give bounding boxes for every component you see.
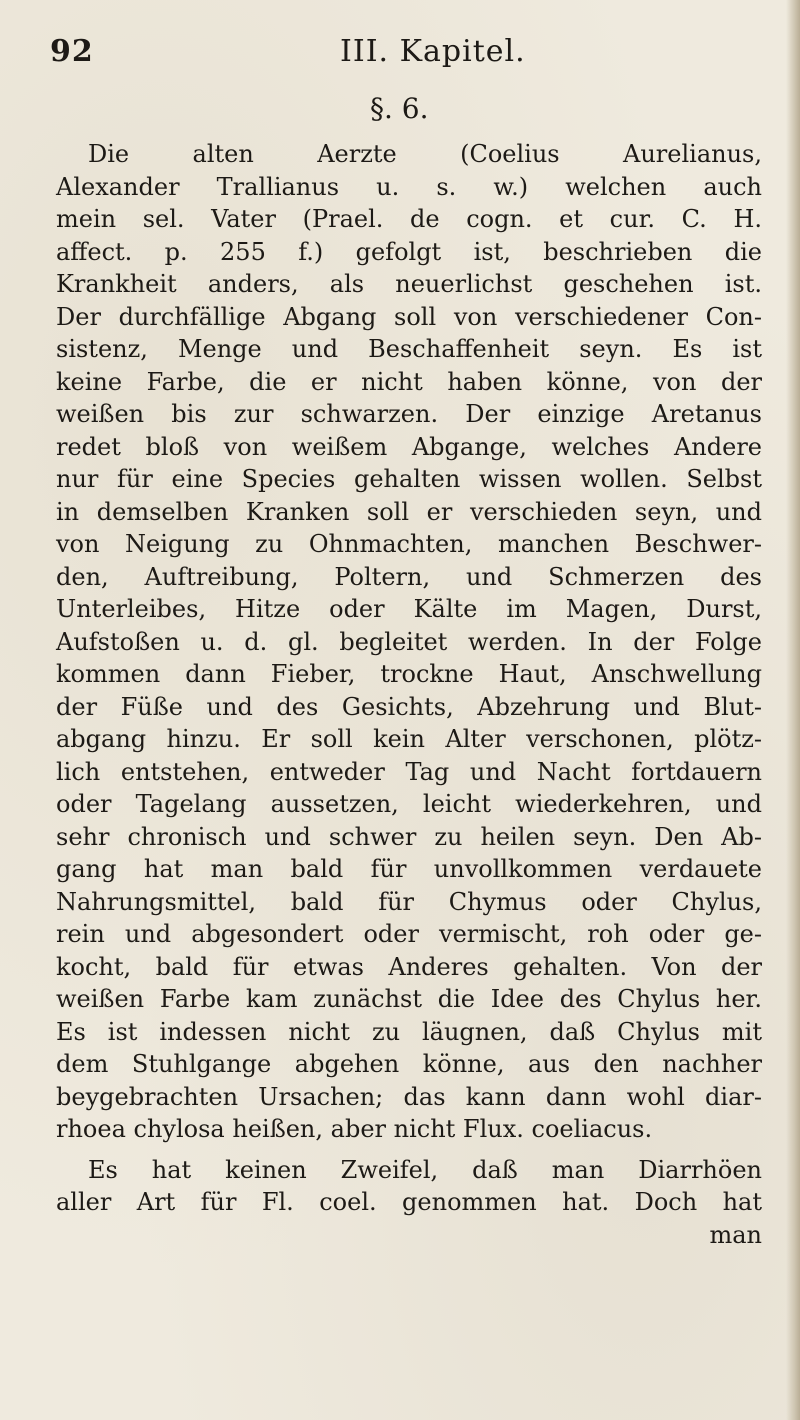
text-line: rein und abgesondert oder vermischt, roh oder ge- [56, 920, 762, 948]
text-line: dem Stuhlgange abgehen könne, aus den nachher [56, 1050, 762, 1078]
text-line: beygebrachten Ursachen; das kann dann wohl diar- [56, 1082, 762, 1111]
page-number: 92 [50, 34, 94, 69]
text-line: nur für eine Species gehalten wissen wollen. Selbst [56, 465, 762, 493]
text-line: oder Tagelang aussetzen, leicht wiederkehren, und [56, 790, 762, 818]
text-line: redet bloß von weißem Abgange, welches Andere [56, 432, 762, 461]
text-line: von Neigung zu Ohnmachten, manchen Beschwer- [56, 530, 762, 558]
text-line: Die alten Aerzte (Coelius Aurelianus, [88, 140, 762, 168]
text-line: aller Art für Fl. coel. genommen hat. Doch hat [56, 1188, 762, 1216]
text-line: Der durchfällige Abgang soll von verschiedener Con- [56, 302, 762, 331]
page-edge [786, 0, 800, 1420]
text-line: Alexander Trallianus u. s. w.) welchen auch [56, 172, 762, 201]
text-line: lich entstehen, entweder Tag und Nacht fortdauern [56, 757, 762, 786]
text-line: keine Farbe, die er nicht haben könne, von der [56, 367, 762, 396]
text-line: der Füße und des Gesichts, Abzehrung und Blut- [56, 692, 762, 721]
section-heading: §. 6. [370, 92, 429, 125]
text-line: abgang hinzu. Er soll kein Alter verschonen, plötz- [56, 725, 762, 753]
text-line: den, Auftreibung, Poltern, und Schmerzen des [56, 562, 762, 591]
paragraph-spacing [56, 1146, 762, 1154]
text-line: affect. p. 255 f.) gefolgt ist, beschrieben die [56, 237, 762, 266]
paragraph [56, 1154, 762, 1252]
text-line: weißen bis zur schwarzen. Der einzige Aretanus [56, 400, 762, 428]
text-line: rhoea chylosa heißen, aber nicht Flux. coeliacus. [56, 1115, 653, 1143]
page-header [50, 20, 750, 70]
text-line: Krankheit anders, als neuerlichst geschehen ist. [56, 270, 762, 298]
text-line: Es hat keinen Zweifel, daß man Diarrhöen [88, 1155, 762, 1184]
catchword: man [709, 1220, 762, 1249]
text-line: Aufstoßen u. d. gl. begleitet werden. In der Folge [56, 627, 762, 656]
running-head: III. Kapitel. [340, 34, 526, 69]
text-line: weißen Farbe kam zunächst die Idee des Chylus her. [56, 985, 762, 1013]
text-line: sehr chronisch und schwer zu heilen seyn. Den Ab- [56, 822, 762, 851]
text-line: kommen dann Fieber, trockne Haut, Anschwellung [56, 660, 762, 688]
text-line: in demselben Kranken soll er verschieden seyn, und [56, 497, 762, 526]
text-line: sistenz, Menge und Beschaffenheit seyn. Es ist [56, 335, 762, 363]
body-text [56, 138, 762, 1251]
text-line: Es ist indessen nicht zu läugnen, daß Chylus mit [56, 1017, 762, 1046]
text-line: gang hat man bald für unvollkommen verdauete [56, 855, 762, 883]
paragraph [56, 138, 762, 1146]
text-line: mein sel. Vater (Prael. de cogn. et cur. C. H. [56, 205, 762, 233]
text-line: Nahrungsmittel, bald für Chymus oder Chylus, [56, 887, 762, 916]
text-line: kocht, bald für etwas Anderes gehalten. Von der [56, 952, 762, 981]
text-line: Unterleibes, Hitze oder Kälte im Magen, Durst, [56, 595, 762, 623]
